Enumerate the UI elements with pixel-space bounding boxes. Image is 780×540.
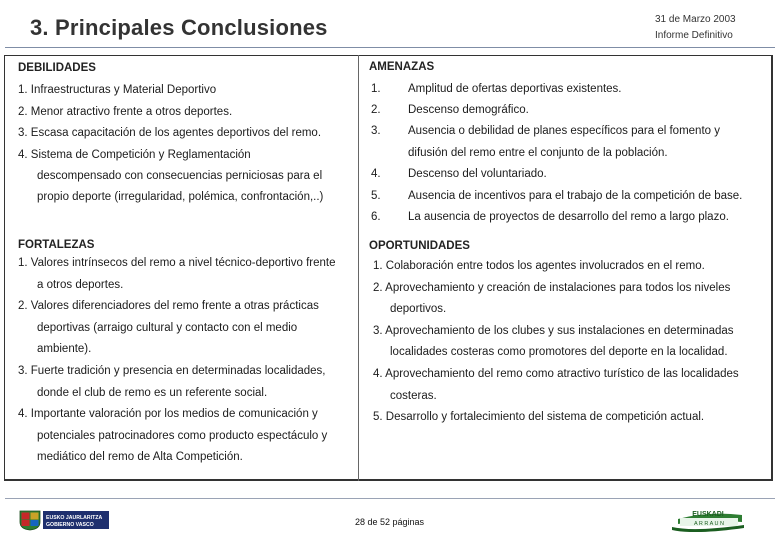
debilidades-line: 3. Escasa capacitación de los agentes deportivos del remo. [18, 127, 322, 139]
report-date: 31 de Marzo 2003 [655, 14, 736, 25]
debilidades-line: 1. Infraestructuras y Material Deportivo [18, 84, 217, 96]
coat-of-arms-icon [20, 511, 40, 530]
fortalezas-line: 2. Valores diferenciadores del remo frente a otras prácticas [18, 300, 319, 312]
oportunidades-line: 5. Desarrollo y fortalecimiento del sistema de competición actual. [373, 411, 705, 423]
footer-divider [5, 498, 775, 499]
amenazas-text: Amplitud de ofertas deportivas existentes. [408, 83, 622, 95]
oportunidades-line: 1. Colaboración entre todos los agentes involucrados en el remo. [373, 260, 705, 272]
amenazas-text: Ausencia de incentivos para el trabajo de la competición de base. [408, 190, 743, 202]
fortalezas-line: donde el club de remo es un referente social. [37, 387, 268, 399]
federation-logo-subtext: A R R A U N [694, 521, 724, 527]
page-title: 3. Principales Conclusiones [30, 15, 328, 40]
oportunidades-line: deportivos. [390, 303, 447, 315]
page-number: 28 de 52 páginas [355, 517, 425, 527]
amenazas-num: 2. [371, 104, 381, 116]
debilidades-line: descompensado con consecuencias perniciosas para el [37, 170, 323, 182]
amenazas-num: 6. [371, 211, 381, 223]
fortalezas-line: 4. Importante valoración por los medios de comunicación y [18, 408, 318, 420]
amenazas-text: difusión del remo entre el conjunto de la población. [408, 147, 668, 159]
fortalezas-heading: FORTALEZAS [18, 239, 95, 251]
amenazas-num: 5. [371, 190, 381, 202]
fortalezas-line: 3. Fuerte tradición y presencia en determinadas localidades, [18, 365, 326, 377]
amenazas-num: 4. [371, 168, 381, 180]
fortalezas-line: ambiente). [37, 343, 92, 355]
fortalezas-line: mediático del remo de Alta Competición. [37, 451, 243, 463]
fortalezas-line: deportivas (arraigo cultural y contacto con el medio [37, 322, 298, 334]
federation-logo-text: EUSKADI [692, 511, 724, 518]
debilidades-line: 2. Menor atractivo frente a otros deportes. [18, 106, 233, 118]
amenazas-heading: AMENAZAS [369, 61, 435, 73]
oportunidades-line: 3. Aprovechamiento de los clubes y sus instalaciones en determinadas [373, 325, 734, 337]
debilidades-heading: DEBILIDADES [18, 62, 96, 74]
title-divider [5, 47, 775, 48]
debilidades-line: 4. Sistema de Competición y Reglamentación [18, 149, 251, 161]
fortalezas-line: a otros deportes. [37, 279, 124, 291]
oportunidades-line: 4. Aprovechamiento del remo como atractivo turístico de las localidades [373, 368, 739, 380]
basque-government-logo [18, 509, 110, 531]
amenazas-text: Ausencia o debilidad de planes específicos para el fomento y [408, 125, 720, 137]
oportunidades-line: costeras. [390, 390, 437, 402]
fortalezas-line: potenciales patrocinadores como producto espectáculo y [37, 430, 328, 442]
debilidades-line: propio deporte (irregularidad, polémica, confrontación,..) [37, 191, 324, 203]
report-info [655, 12, 775, 44]
amenazas-text: Descenso demográfico. [408, 104, 529, 116]
amenazas-text: La ausencia de proyectos de desarrollo del remo a largo plazo. [408, 211, 729, 223]
oportunidades-line: 2. Aprovechamiento y creación de instalaciones para todos los niveles [373, 282, 731, 294]
report-status: Informe Definitivo [655, 30, 733, 41]
amenazas-num: 3. [371, 125, 381, 137]
gov-logo-line-2: GOBIERNO VASCO [46, 522, 94, 528]
oportunidades-line: localidades costeras como promotores del deporte en la localidad. [390, 346, 728, 358]
amenazas-text: Descenso del voluntariado. [408, 168, 547, 180]
rowing-federation-logo [670, 506, 746, 532]
oportunidades-heading: OPORTUNIDADES [369, 240, 470, 252]
gov-logo-line-1: EUSKO JAURLARITZA [46, 515, 103, 521]
swot-column-divider [358, 55, 359, 481]
amenazas-num: 1. [371, 83, 381, 95]
fortalezas-line: 1. Valores intrínsecos del remo a nivel técnico-deportivo frente [18, 257, 336, 269]
